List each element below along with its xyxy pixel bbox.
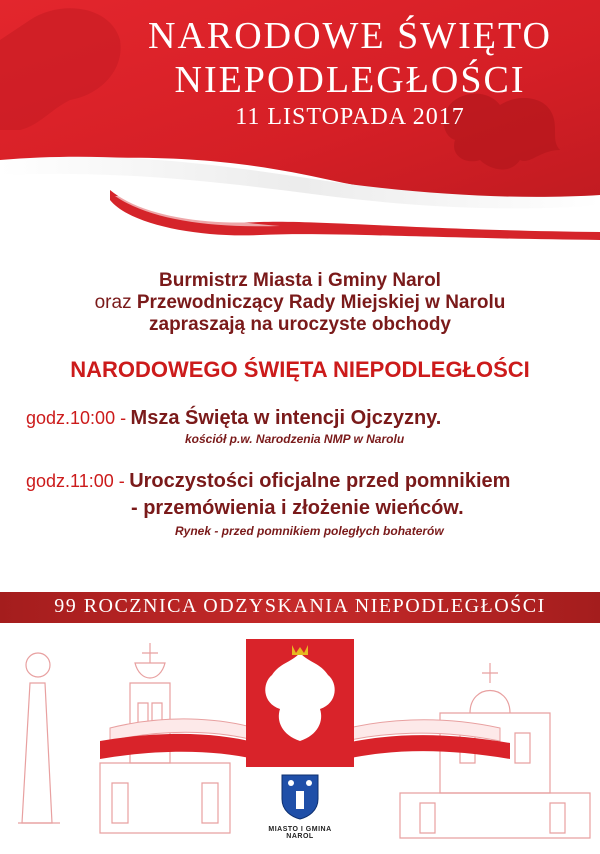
- event-1-title: Msza Święta w intencji Ojczyzny.: [130, 407, 442, 429]
- event-2-place: Rynek - przed pomnikiem poległych bohaterów: [175, 524, 444, 538]
- event-1-time: godz.10:00 -: [26, 408, 127, 428]
- title-line-1: NARODOWE ŚWIĘTO: [148, 15, 552, 57]
- monuments-sketch: [0, 623, 600, 849]
- anniversary-banner-text: 99 ROCZNICA ODZYSKANIA NIEPODLEGŁOŚCI: [54, 595, 546, 617]
- event-2-row: [26, 470, 510, 493]
- emblem-caption: MIASTO I GMINA NAROL: [268, 826, 332, 840]
- invitation-line-2-main: Przewodniczący Rady Miejskiej w Narolu: [136, 292, 506, 313]
- event-1-row: [26, 407, 441, 430]
- invitation-line-3: zapraszają na uroczyste obchody: [149, 314, 451, 335]
- invitation-line-2-prefix: oraz: [94, 292, 132, 313]
- invitation-line-2: [0, 292, 600, 314]
- event-2-title-line-2: - przemówienia i złożenie wieńców.: [131, 497, 464, 519]
- invitation-line-1: Burmistrz Miasta i Gminy Narol: [159, 270, 441, 291]
- event-1-place: kościół p.w. Narodzenia NMP w Narolu: [185, 432, 405, 446]
- event-2-time: godz.11:00 -: [26, 471, 125, 491]
- headline: NARODOWEGO ŚWIĘTA NIEPODLEGŁOŚCI: [70, 357, 530, 382]
- event-date: 11 LISTOPADA 2017: [235, 104, 465, 130]
- title-line-2: NIEPODLEGŁOŚCI: [174, 59, 526, 101]
- event-2-title: Uroczystości oficjalne przed pomnikiem: [129, 470, 511, 492]
- footer-illustration: [0, 623, 600, 849]
